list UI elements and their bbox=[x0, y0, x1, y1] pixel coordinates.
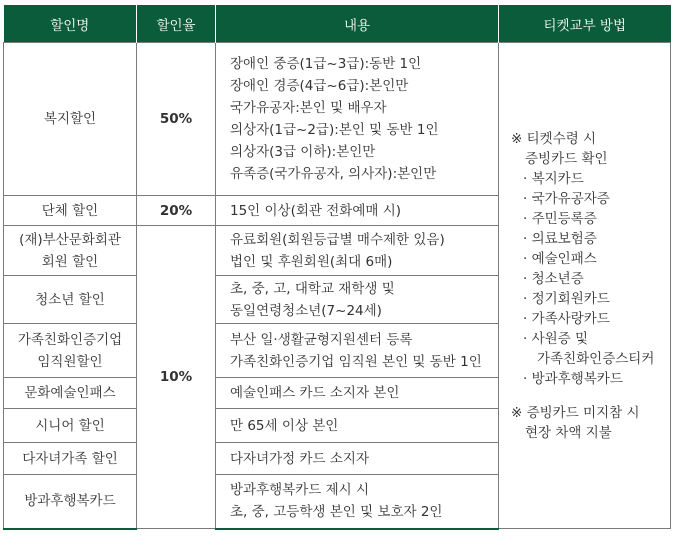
method-note2-title: ※ 증빙카드 미지참 시 bbox=[511, 404, 640, 421]
discount-name-text: 임직원할인 bbox=[37, 353, 103, 370]
discount-table bbox=[3, 5, 671, 530]
discount-table-container bbox=[0, 5, 673, 545]
content-line: 장애인 중증(1급~3급):동반 1인 bbox=[230, 56, 422, 72]
discount-content bbox=[216, 276, 499, 324]
discount-content bbox=[216, 196, 499, 226]
discount-rate: 20% bbox=[137, 196, 216, 226]
discount-name bbox=[4, 378, 137, 409]
content-line: 장애인 경증(4급~6급):본인만 bbox=[230, 78, 409, 94]
discount-name-text: 청소년 할인 bbox=[35, 291, 105, 308]
discount-name-text: 단체 할인 bbox=[41, 202, 99, 219]
content-line: 15인 이상(회관 전화예매 시) bbox=[230, 202, 401, 219]
method-item: · 복지카드 bbox=[523, 170, 584, 187]
discount-name bbox=[4, 409, 137, 443]
discount-name bbox=[4, 475, 137, 529]
discount-name bbox=[4, 443, 137, 475]
method-item: · 가족사랑카드 bbox=[523, 310, 610, 327]
method-item: · 방과후행복카드 bbox=[523, 370, 623, 387]
discount-rate: 10% bbox=[137, 226, 216, 529]
content-line: 동일연령청소년(7~24세) bbox=[230, 302, 382, 319]
ticket-method-cell bbox=[499, 43, 671, 529]
header-discount-rate: 할인율 bbox=[137, 5, 216, 43]
discount-name-text: 다자녀가족 할인 bbox=[22, 450, 118, 467]
method-item: · 예술인패스 bbox=[523, 250, 597, 267]
content-line: 부산 일·생활균형지원센터 등록 bbox=[230, 331, 413, 348]
table-header-row bbox=[4, 5, 671, 43]
method-item-continuation: 가족친화인증스티커 bbox=[537, 350, 655, 367]
discount-name bbox=[4, 324, 137, 378]
discount-content bbox=[216, 409, 499, 443]
header-ticket-method: 티켓교부 방법 bbox=[499, 5, 671, 43]
method-spacer bbox=[511, 389, 670, 403]
method-note2-sub: 현장 차액 지불 bbox=[525, 424, 612, 441]
content-line: 방과후행복카드 제시 시 bbox=[230, 482, 369, 499]
discount-name bbox=[4, 276, 137, 324]
discount-name-text: 복지할인 bbox=[43, 111, 97, 127]
method-item: · 청소년증 bbox=[523, 270, 584, 287]
method-item: · 사원증 및 bbox=[523, 330, 589, 347]
method-item: · 주민등록증 bbox=[523, 210, 597, 227]
table-row bbox=[4, 43, 671, 196]
method-item: · 국가유공자증 bbox=[523, 190, 610, 207]
discount-name bbox=[4, 196, 137, 226]
discount-name bbox=[4, 226, 137, 276]
content-line: 예술인패스 카드 소지자 본인 bbox=[230, 385, 400, 401]
method-note1-sub: 증빙카드 확인 bbox=[525, 150, 608, 167]
discount-name bbox=[4, 43, 137, 196]
content-line: 만 65세 이상 본인 bbox=[230, 417, 339, 434]
content-line: 가족친화인증기업 임직원 본인 및 동반 1인 bbox=[230, 353, 482, 370]
content-line: 다자녀가정 카드 소지자 bbox=[230, 450, 369, 467]
discount-rate: 50% bbox=[137, 43, 216, 196]
content-line: 의상자(1급~2급):본인 및 동반 1인 bbox=[230, 122, 439, 138]
content-line: 국가유공자:본인 및 배우자 bbox=[230, 100, 387, 116]
discount-content bbox=[216, 43, 499, 196]
discount-name-text: 가족친화인증기업 bbox=[17, 331, 123, 348]
header-discount-name: 할인명 bbox=[4, 5, 137, 43]
discount-content bbox=[216, 226, 499, 276]
content-line: 유료회원(회원등급별 매수제한 있음) bbox=[230, 231, 445, 248]
discount-name-text: 회원 할인 bbox=[41, 253, 99, 270]
discount-content bbox=[216, 324, 499, 378]
discount-name-text: 방과후행복카드 bbox=[24, 493, 116, 510]
content-line: 법인 및 후원회원(최대 6매) bbox=[230, 253, 393, 270]
content-line: 초, 중, 고, 대학교 재학생 및 bbox=[230, 280, 395, 297]
content-line: 유족증(국가유공자, 의사자):본인만 bbox=[230, 166, 437, 182]
discount-name-text: (재)부산문화회관 bbox=[19, 231, 121, 248]
discount-name-text: 문화예술인패스 bbox=[24, 385, 116, 401]
discount-content bbox=[216, 378, 499, 409]
method-note1-title: ※ 티켓수령 시 bbox=[511, 130, 597, 147]
content-line: 초, 중, 고등학생 본인 및 보호자 2인 bbox=[230, 504, 443, 521]
method-item: · 정기회원카드 bbox=[523, 290, 610, 307]
discount-content bbox=[216, 475, 499, 529]
discount-content bbox=[216, 443, 499, 475]
header-content: 내용 bbox=[216, 5, 499, 43]
discount-name-text: 시니어 할인 bbox=[35, 417, 105, 434]
method-item: · 의료보험증 bbox=[523, 230, 597, 247]
content-line: 의상자(3급 이하):본인만 bbox=[230, 144, 376, 160]
